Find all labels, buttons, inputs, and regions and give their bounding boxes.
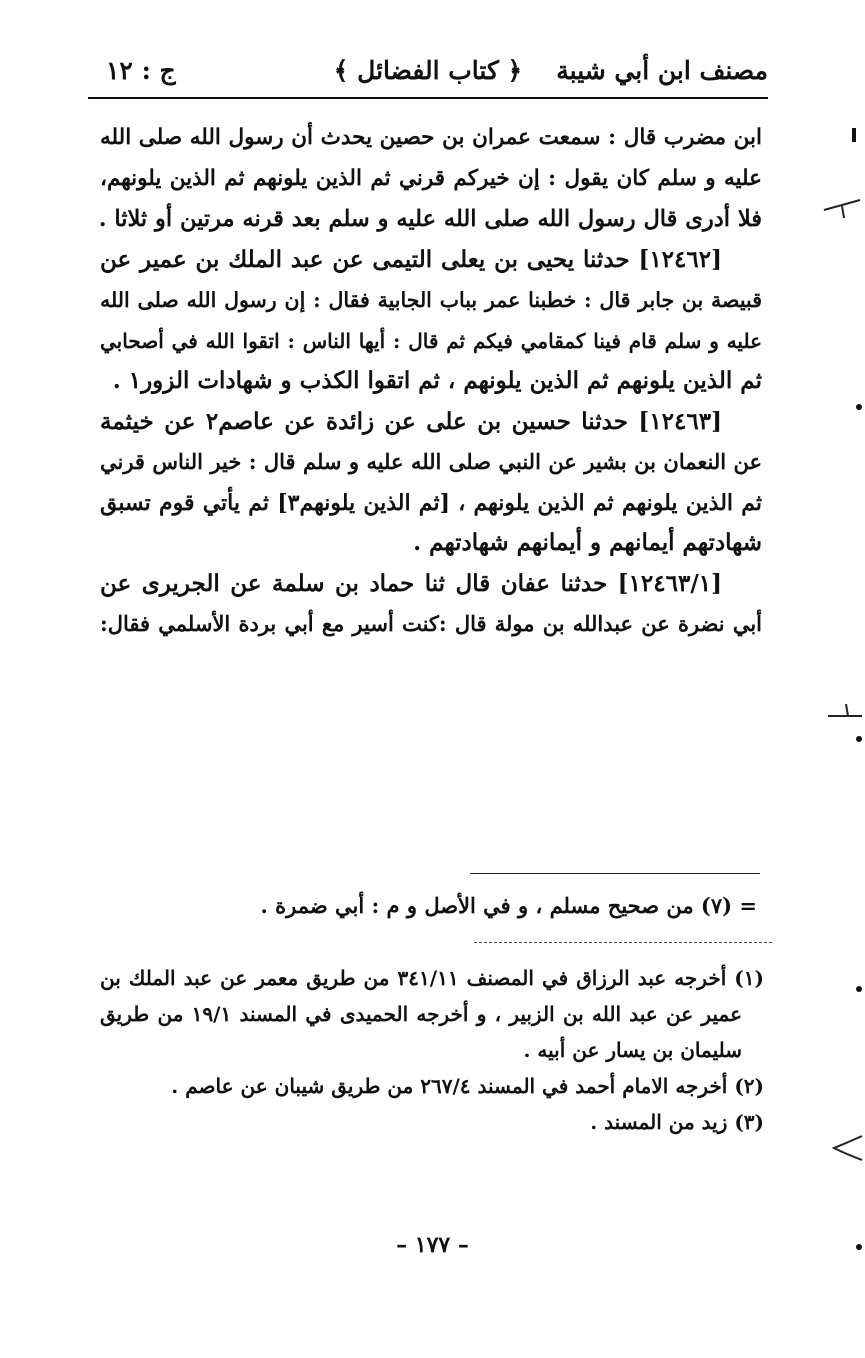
book-title: مصنف ابن أبي شيبة [556,56,768,85]
section-title: ﴿ كتاب الفضائل ﴾ [333,56,523,85]
text-line: ثم الذين يلونهم ثم الذين يلونهم ، [ثم الذين يلونهم٣] ثم يأتي قوم تسبق [100,489,762,516]
footnote-1-cont: سليمان بن يسار عن أبيه . [523,1038,742,1062]
margin-dot [856,1244,862,1250]
hadith-12463-start: [١٢٤٦٣] حدثنا حسين بن على عن زائدة عن عاصم٢ عن خيثمة [100,407,722,435]
margin-dot [856,736,862,742]
volume-number: ج : ١٢ [106,56,176,85]
text-line: عليه و سلم قام فينا كمقامي فيكم ثم قال : أيها الناس : اتقوا الله في أصحابي [100,328,762,353]
text-line: شهادتهم أيمانهم و أيمانهم شهادتهم . [413,529,762,556]
footnote-1: (١) أخرجه عبد الرزاق في المصنف ٣٤١/١١ من طريق معمر عن عبد الملك بن [100,966,764,990]
text-line: قبيصة بن جابر قال : خطبنا عمر بباب الجابية فقال : إن رسول الله صلى الله [100,288,762,312]
hadith-12463-1-start: [١٢٤٦٣/١] حدثنا عفان قال ثنا حماد بن سلمة عن الجريرى عن [100,569,722,597]
text-line: فلا أدرى قال رسول الله صلى الله عليه و سلم بعد قرنه مرتين أو ثلاثا . [98,206,762,232]
text-line: عليه و سلم كان يقول : إن خيركم قرني ثم الذين يلونهم ثم الذين يلونهم، [100,165,762,191]
footnote-1-cont: عمير عن عبد الله بن الزبير ، و أخرجه الحميدى في المسند ١٩/١ من طريق [100,1002,742,1026]
header-divider [88,97,768,99]
margin-mark [822,196,862,220]
margin-mark [852,128,856,142]
text-line: ثم الذين يلونهم ثم الذين يلونهم ، ثم اتقوا الكذب و شهادات الزور١ . [112,367,762,394]
footnote-divider-dashed [474,942,772,943]
hadith-12462-start: [١٢٤٦٢] حدثنا يحيى بن يعلى التيمى عن عبد الملك بن عمير عن [100,245,722,273]
page-number: – ١٧٧ – [396,1232,469,1258]
margin-dot [856,404,862,410]
margin-dot [856,986,862,992]
footnote-3: (٣) زيد من المسند . [590,1110,764,1134]
margin-mark [826,700,864,728]
text-line: أبي نضرة عن عبدالله بن مولة قال :كنت أسير مع أبي بردة الأسلمي فقال: [100,611,762,636]
text-line: ابن مضرب قال : سمعت عمران بن حصين يحدث أن رسول الله صلى الله [100,125,762,150]
page-header [88,50,768,96]
main-text [100,118,762,645]
footnote-divider [470,873,760,874]
carried-footnote: = (٧) من صحيح مسلم ، و في الأصل و م : أبي ضمرة . [260,893,757,918]
footnote-2: (٢) أخرجه الامام أحمد في المسند ٢٦٧/٤ من طريق شيبان عن عاصم . [171,1074,764,1098]
text-line: عن النعمان بن بشير عن النبي صلى الله عليه و سلم قال : خير الناس قرني [100,449,762,474]
margin-mark [826,1130,864,1164]
footnotes [100,960,764,1140]
